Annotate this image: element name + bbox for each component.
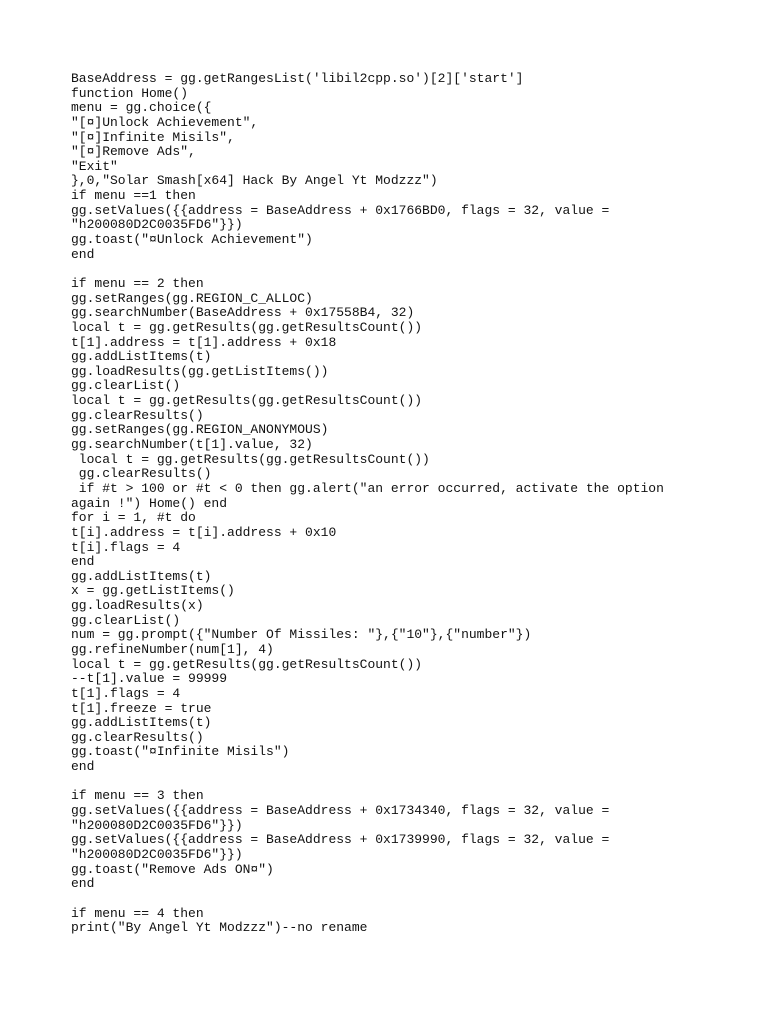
code-line: gg.loadResults(gg.getListItems()) (71, 363, 329, 379)
code-line: gg.clearResults() (71, 729, 204, 745)
code-line (71, 775, 731, 790)
code-line: if menu == 2 then (71, 275, 204, 291)
code-line: gg.setValues({{address = BaseAddress + 0x1739990, flags = 32, value = (71, 832, 610, 848)
code-line: for i = 1, #t do (71, 510, 196, 526)
code-line: if menu == 3 then (71, 788, 204, 804)
code-listing (71, 72, 731, 936)
code-line: x = gg.getListItems() (71, 583, 235, 599)
code-line: local t = gg.getResults(gg.getResultsCount()) (71, 393, 423, 409)
code-line: gg.clearList() (71, 612, 181, 628)
code-line: end (71, 554, 95, 570)
code-line: gg.setValues({{address = BaseAddress + 0x1734340, flags = 32, value = (71, 803, 610, 819)
code-line: t[1].flags = 4 (71, 685, 181, 701)
code-line: local t = gg.getResults(gg.getResultsCount()) (71, 451, 430, 467)
code-line: gg.addListItems(t) (71, 568, 212, 584)
code-line: gg.addListItems(t) (71, 349, 212, 365)
code-line: if menu ==1 then (71, 188, 196, 204)
code-line: again !") Home() end (71, 495, 228, 511)
code-line: t[1].freeze = true (71, 700, 212, 716)
code-line: gg.toast("Remove Ads ON¤") (71, 861, 274, 877)
code-line: end (71, 759, 95, 775)
code-line: "[¤]Remove Ads", (71, 144, 196, 160)
code-line: "h200080D2C0035FD6"}}) (71, 217, 243, 233)
code-line: gg.setRanges(gg.REGION_ANONYMOUS) (71, 422, 329, 438)
code-line: gg.searchNumber(BaseAddress + 0x17558B4, 32) (71, 305, 415, 321)
code-line: gg.setRanges(gg.REGION_C_ALLOC) (71, 290, 313, 306)
code-line: --t[1].value = 99999 (71, 671, 228, 687)
code-line: num = gg.prompt({"Number Of Missiles: "},{"10"},{"number"}) (71, 627, 532, 643)
code-line (71, 892, 731, 907)
code-line: "h200080D2C0035FD6"}}) (71, 817, 243, 833)
code-line: "[¤]Infinite Misils", (71, 129, 235, 145)
code-line (71, 262, 731, 277)
code-line: t[1].address = t[1].address + 0x18 (71, 334, 337, 350)
code-line: t[i].flags = 4 (71, 539, 181, 555)
code-line: local t = gg.getResults(gg.getResultsCount()) (71, 656, 423, 672)
code-line: gg.toast("¤Infinite Misils") (71, 744, 290, 760)
code-line: local t = gg.getResults(gg.getResultsCount()) (71, 319, 423, 335)
code-line: end (71, 876, 95, 892)
code-line: "[¤]Unlock Achievement", (71, 114, 259, 130)
code-line: gg.clearResults() (71, 466, 212, 482)
code-line: gg.toast("¤Unlock Achievement") (71, 232, 313, 248)
code-line: gg.refineNumber(num[1], 4) (71, 641, 274, 657)
code-line: gg.clearResults() (71, 407, 204, 423)
code-line: gg.addListItems(t) (71, 715, 212, 731)
code-line: function Home() (71, 85, 189, 101)
code-line: t[i].address = t[i].address + 0x10 (71, 524, 337, 540)
code-line: gg.clearList() (71, 378, 181, 394)
code-line: gg.searchNumber(t[1].value, 32) (71, 437, 313, 453)
code-line: "Exit" (71, 158, 118, 174)
code-line: },0,"Solar Smash[x64] Hack By Angel Yt Modzzz") (71, 173, 438, 189)
code-line: BaseAddress = gg.getRangesList('libil2cpp.so')[2]['start'] (71, 71, 524, 86)
code-line: gg.setValues({{address = BaseAddress + 0x1766BD0, flags = 32, value = (71, 202, 610, 218)
code-line: gg.loadResults(x) (71, 598, 204, 614)
code-line: end (71, 246, 95, 262)
code-line: menu = gg.choice({ (71, 100, 212, 116)
code-line: "h200080D2C0035FD6"}}) (71, 846, 243, 862)
code-line: if #t > 100 or #t < 0 then gg.alert("an error occurred, activate the option (71, 480, 664, 496)
code-line: if menu == 4 then (71, 905, 204, 921)
code-line: print("By Angel Yt Modzzz")--no rename (71, 920, 368, 936)
